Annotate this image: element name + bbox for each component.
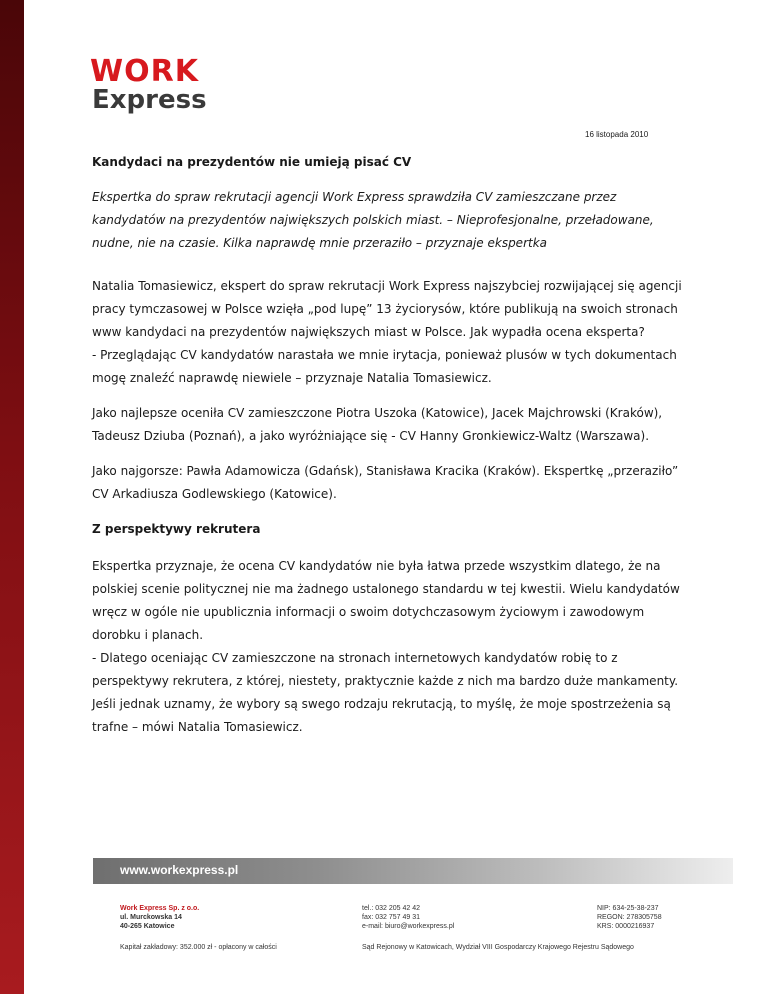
footer-website: www.workexpress.pl [120, 863, 239, 877]
footer-regon: REGON: 278305758 [597, 914, 662, 921]
article [92, 151, 682, 739]
footer-nip: NIP: 634-25-38-237 [597, 905, 659, 912]
article-paragraph: - Przeglądając CV kandydatów narastała we mnie irytacja, ponieważ plusów w tych dokumentach mogę znaleźć naprawdę niewiele – przyznaje Natalia Tomasiewicz. [92, 348, 677, 385]
article-paragraph: - Dlatego oceniając CV zamieszczone na stronach internetowych kandydatów robię to z perspektywy rekrutera, z której, niestety, praktycznie każde z nich ma bardzo duże mankamenty. Jeśli jednak uznamy, że wybory są swego rodzaju rekrutacją, to myślę, że moje spostrzeżenia są trafne – mówi Natalia Tomasiewicz. [92, 651, 679, 734]
footer-krs: KRS: 0000216937 [597, 923, 655, 930]
footer-email: e-mail: biuro@workexpress.pl [362, 923, 455, 930]
footer-capital: Kapitał zakładowy: 352.000 zł - opłacony w całości [120, 944, 277, 951]
article-title: Kandydaci na prezydentów nie umieją pisać CV [92, 155, 412, 169]
document-date: 16 listopada 2010 [585, 130, 649, 139]
footer-court: Sąd Rejonowy w Katowicach, Wydział VIII Gospodarczy Krajowego Rejestru Sądowego [362, 944, 634, 951]
article-paragraph: Natalia Tomasiewicz, ekspert do spraw rekrutacji Work Express najszybciej rozwijającej się agencji pracy tymczasowej w Polsce wzięła „pod lupę” 13 życiorysów, które publikują na swoich stronach www kandydaci na prezydentów największych miast w Polsce. Jak wypadła ocena eksperta? [92, 279, 682, 339]
footer-tel: tel.: 032 205 42 42 [362, 905, 420, 912]
article-lead: Ekspertka do spraw rekrutacji agencji Work Express sprawdziła CV zamieszczane przez kandydatów na prezydentów największych polskich miast. – Nieprofesjonalne, przeładowane, nudne, nie na czasie. Kilka naprawdę mnie przeraziło – przyznaje ekspertka [92, 190, 654, 250]
article-paragraph: Jako najlepsze oceniła CV zamieszczone Piotra Uszoka (Katowice), Jacek Majchrowski (Kraków), Tadeusz Dziuba (Poznań), a jako wyróżniające się - CV Hanny Gronkiewicz-Waltz (Warszawa). [92, 406, 663, 443]
footer-bar [93, 858, 733, 884]
article-paragraph: Ekspertka przyznaje, że ocena CV kandydatów nie była łatwa przede wszystkim dlatego, że na polskiej scenie politycznej nie ma żadnego ustalonego standardu w tej kwestii. Wielu kandydatów wręcz w ogóle nie upublicznia informacji o swoim dotychczasowym życiowym i zawodowym dorobku i planach. [92, 559, 680, 642]
logo-work-text: WORK [90, 54, 199, 89]
article-paragraph: Jako najgorsze: Pawła Adamowicza (Gdańsk), Stanisława Kracika (Kraków). Ekspertkę „przeraziło” CV Arkadiusza Godlewskiego (Katowice). [92, 464, 679, 501]
footer-address [120, 904, 199, 931]
article-subtitle: Z perspektywy rekrutera [92, 522, 261, 536]
footer-fax: fax: 032 757 49 31 [362, 914, 420, 921]
footer-city: 40-265 Katowice [120, 923, 175, 930]
footer-contact [362, 904, 454, 931]
footer-registry [597, 904, 662, 931]
work-express-logo [90, 56, 230, 116]
decorative-side-bar [0, 0, 24, 994]
footer-company: Work Express Sp. z o.o. [120, 905, 200, 912]
footer-street: ul. Murckowska 14 [120, 914, 182, 921]
logo-express-text: Express [92, 85, 207, 115]
